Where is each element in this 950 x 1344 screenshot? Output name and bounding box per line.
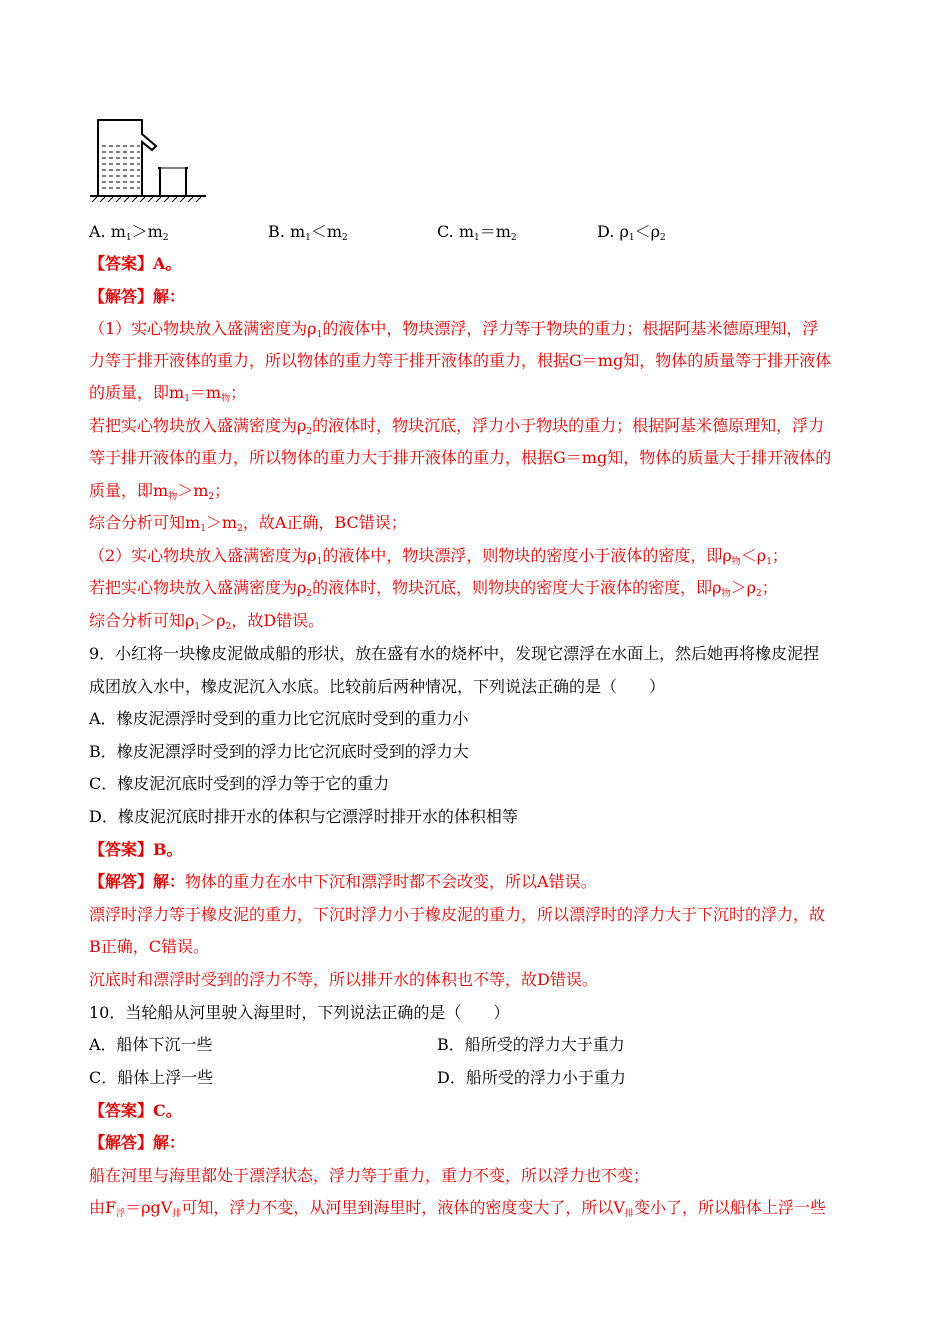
q10-option-a: A．船体下沉一些	[89, 1035, 213, 1054]
q8-analysis-line: 力等于排开液体的重力，所以物体的重力等于排开液体的重力，根据G＝mg知，物体的质量等于排开液体	[89, 351, 832, 370]
q10-answer: 【答案】C。	[89, 1101, 182, 1120]
q9-analysis-line: B正确，C错误。	[89, 937, 210, 956]
q9-analysis-line: 漂浮时浮力等于橡皮泥的重力，下沉时浮力小于橡皮泥的重力，所以漂浮时的浮力大于下沉时的浮力，故	[89, 905, 826, 924]
q10-analysis-line: 由$F_浮=\rho gV_排$可知，浮力不变，从河里到海里时，液体的密度变大了，所以$V_排$变小了，所以船体上浮一些	[89, 1198, 826, 1219]
q10-analysis-head: 【解答】解：	[89, 1133, 186, 1152]
q8-analysis-line: 质量，即$m_物>m_2$；	[89, 481, 231, 502]
q9-option-c: C．橡皮泥沉底时受到的浮力等于它的重力	[89, 774, 390, 793]
q8-option-b: B. $m_1<m_2$	[268, 222, 348, 243]
q8-analysis-line: 等于排开液体的重力，所以物体的重力大于排开液体的重力，根据G＝mg知，物体的质量大于排开液体的	[89, 448, 832, 467]
q10-analysis-line: 船在河里与海里都处于漂浮状态，浮力等于重力，重力不变，所以浮力也不变；	[89, 1166, 650, 1185]
q9-option-a: A．橡皮泥漂浮时受到的重力比它沉底时受到的重力小	[89, 709, 469, 728]
q9-option-b: B．橡皮泥漂浮时受到的浮力比它沉底时受到的浮力大	[89, 742, 469, 761]
q8-analysis-line: 综合分析可知$m_1>m_2$，故A正确，BC错误；	[89, 513, 407, 534]
q8-analysis-line: （1）实心物块放入盛满密度为$\rho_1$的液体中，物块漂浮，浮力等于物块的重力；根据阿基米德原理知，浮	[89, 319, 819, 340]
q9-stem: 成团放入水中，橡皮泥沉入水底。比较前后两种情况，下列说法正确的是（ ）	[89, 677, 666, 696]
q9-stem: 9．小红将一块橡皮泥做成船的形状，放在盛有水的烧杯中，发现它漂浮在水面上，然后她再将橡皮泥捏	[89, 644, 820, 663]
q10-stem: 10．当轮船从河里驶入海里时，下列说法正确的是（ ）	[89, 1003, 510, 1022]
overflow-beaker-figure-icon	[88, 116, 208, 204]
q8-option-a: A. $m_1>m_2$	[89, 222, 169, 243]
q8-option-d: D. $\rho_1<\rho_2$	[597, 222, 666, 243]
q8-analysis-head: 【解答】解：	[89, 287, 186, 306]
q9-analysis-line: 【解答】解：物体的重力在水中下沉和漂浮时都不会改变，所以A错误。	[89, 872, 597, 891]
q10-option-d: D．船所受的浮力小于重力	[437, 1068, 626, 1087]
q8-analysis-line: 综合分析可知$\rho_1>\rho_2$，故D错误。	[89, 611, 325, 632]
q8-analysis-line: 的质量，即$m_1=m_物$；	[89, 383, 247, 404]
q8-answer: 【答案】A。	[89, 254, 182, 273]
q10-option-b: B．船所受的浮力大于重力	[437, 1035, 625, 1054]
q8-analysis-line: （2）实心物块放入盛满密度为$\rho_1$的液体中，物块漂浮，则物块的密度小于液体的密度，即$\rho_物<\rho_1$；	[89, 546, 788, 567]
q9-answer: 【答案】B。	[89, 840, 183, 859]
q8-analysis-line: 若把实心物块放入盛满密度为$\rho_2$的液体时，物块沉底，则物块的密度大于液体的密度，即$\rho_物>\rho_2$；	[89, 578, 778, 599]
q8-analysis-line: 若把实心物块放入盛满密度为$\rho_2$的液体时，物块沉底，浮力小于物块的重力；根据阿基米德原理知，浮力	[89, 416, 825, 437]
q8-option-c: C. $m_1=m_2$	[437, 222, 517, 243]
q10-option-c: C．船体上浮一些	[89, 1068, 214, 1087]
q9-option-d: D．橡皮泥沉底时排开水的体积与它漂浮时排开水的体积相等	[89, 807, 518, 826]
q9-analysis-line: 沉底时和漂浮时受到的浮力不等，所以排开水的体积也不等，故D错误。	[89, 970, 598, 989]
